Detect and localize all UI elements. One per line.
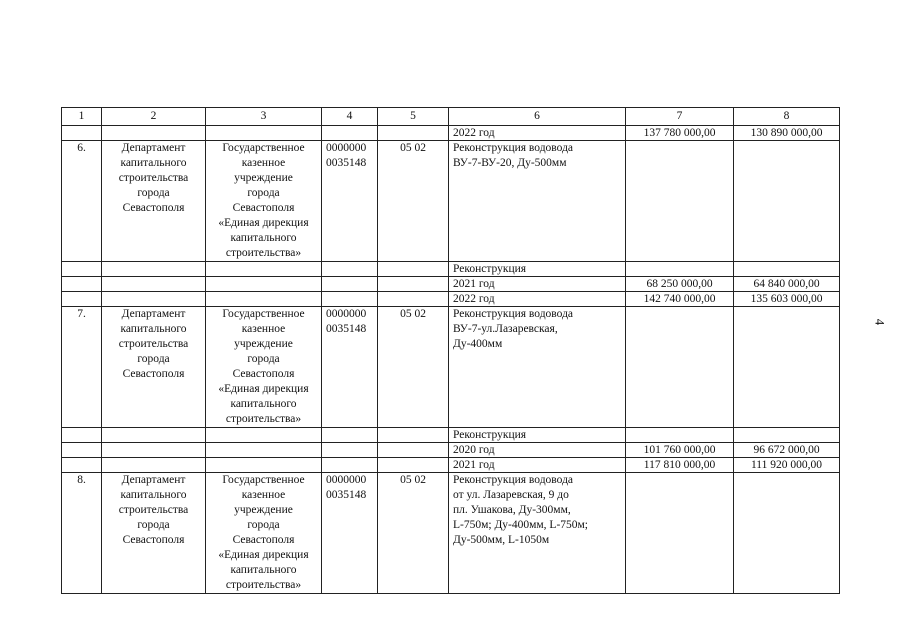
text-line: капитального <box>230 232 297 244</box>
page-number: 4 <box>872 318 888 326</box>
text-line: казенное <box>241 323 286 335</box>
year-cell: 2021 год <box>449 277 626 292</box>
table-row <box>62 473 840 594</box>
stage-cell: Реконструкция <box>449 262 626 277</box>
header-cell: 3 <box>206 108 322 126</box>
text-line: «Единая дирекция <box>218 549 309 561</box>
text-line: города <box>247 187 280 199</box>
amount-cell: 117 810 000,00 <box>626 458 734 473</box>
text-line: Департамент <box>121 308 186 320</box>
department-cell <box>102 307 206 428</box>
text-line: от ул. Лазаревская, 9 до <box>453 489 569 501</box>
department-cell <box>102 141 206 262</box>
text-line: Севастополя <box>232 534 295 546</box>
object-cell <box>449 473 626 594</box>
code-cell <box>322 473 378 594</box>
section-cell: 05 02 <box>378 141 449 262</box>
text-line: учреждение <box>234 504 293 516</box>
text-line: 0000000 <box>326 308 367 320</box>
table-row <box>62 126 840 141</box>
header-cell: 7 <box>626 108 734 126</box>
text-line: Реконструкция водовода <box>453 474 574 486</box>
code-cell <box>322 307 378 428</box>
text-line: «Единая дирекция <box>218 217 309 229</box>
header-cell: 1 <box>62 108 102 126</box>
text-line: Севастополя <box>122 534 185 546</box>
section-cell: 05 02 <box>378 307 449 428</box>
year-cell: 2022 год <box>449 292 626 307</box>
amount-cell: 142 740 000,00 <box>626 292 734 307</box>
entry-number: 8. <box>62 473 102 594</box>
year-cell: 2021 год <box>449 458 626 473</box>
object-cell <box>449 307 626 428</box>
text-line: Севастополя <box>232 202 295 214</box>
text-line: строительства» <box>225 247 302 259</box>
text-line: Государственное <box>222 142 305 154</box>
text-line: города <box>137 519 170 531</box>
amount-cell: 68 250 000,00 <box>626 277 734 292</box>
stage-cell: Реконструкция <box>449 428 626 443</box>
code-cell <box>322 141 378 262</box>
text-line: казенное <box>241 157 286 169</box>
amount-cell: 137 780 000,00 <box>626 126 734 141</box>
text-line: Севастополя <box>232 368 295 380</box>
text-line: строительства» <box>225 413 302 425</box>
text-line: строительства <box>118 172 189 184</box>
section-cell: 05 02 <box>378 473 449 594</box>
text-line: учреждение <box>234 338 293 350</box>
table-row <box>62 307 840 428</box>
amount-cell: 111 920 000,00 <box>734 458 840 473</box>
amount-cell: 135 603 000,00 <box>734 292 840 307</box>
text-line: L-750м; Ду-400мм, L-750м; <box>453 519 589 531</box>
text-line: «Единая дирекция <box>218 383 309 395</box>
text-line: города <box>137 353 170 365</box>
text-line: города <box>247 353 280 365</box>
table-row <box>62 292 840 307</box>
entry-number: 7. <box>62 307 102 428</box>
table-row <box>62 262 840 277</box>
table-row <box>62 428 840 443</box>
header-cell: 5 <box>378 108 449 126</box>
header-row <box>62 108 840 126</box>
institution-cell <box>206 141 322 262</box>
text-line: капитального <box>230 564 297 576</box>
text-line: Севастополя <box>122 202 185 214</box>
text-line: ВУ-7-ВУ-20, Ду-500мм <box>453 157 567 169</box>
text-line: Государственное <box>222 474 305 486</box>
header-cell: 4 <box>322 108 378 126</box>
text-line: казенное <box>241 489 286 501</box>
text-line: Департамент <box>121 142 186 154</box>
text-line: строительства <box>118 504 189 516</box>
text-line: строительства <box>118 338 189 350</box>
object-cell <box>449 141 626 262</box>
text-line: города <box>137 187 170 199</box>
budget-table <box>61 107 840 594</box>
text-line: 0035148 <box>326 323 367 335</box>
header-cell: 8 <box>734 108 840 126</box>
text-line: Ду-500мм, L-1050м <box>453 534 550 546</box>
text-line: Департамент <box>121 474 186 486</box>
text-line: 0000000 <box>326 474 367 486</box>
text-line: капитального <box>120 323 187 335</box>
year-cell: 2022 год <box>449 126 626 141</box>
text-line: Государственное <box>222 308 305 320</box>
text-line: Ду-400мм <box>453 338 503 350</box>
header-cell: 2 <box>102 108 206 126</box>
amount-cell: 96 672 000,00 <box>734 443 840 458</box>
header-cell: 6 <box>449 108 626 126</box>
table-row <box>62 458 840 473</box>
text-line: строительства» <box>225 579 302 591</box>
year-cell: 2020 год <box>449 443 626 458</box>
amount-cell: 64 840 000,00 <box>734 277 840 292</box>
entry-number: 6. <box>62 141 102 262</box>
table-row <box>62 141 840 262</box>
text-line: города <box>247 519 280 531</box>
table-row <box>62 277 840 292</box>
text-line: учреждение <box>234 172 293 184</box>
text-line: пл. Ушакова, Ду-300мм, <box>453 504 571 516</box>
institution-cell <box>206 473 322 594</box>
institution-cell <box>206 307 322 428</box>
text-line: 0000000 <box>326 142 367 154</box>
text-line: капитального <box>120 157 187 169</box>
amount-cell: 130 890 000,00 <box>734 126 840 141</box>
table-row <box>62 443 840 458</box>
text-line: капитального <box>120 489 187 501</box>
text-line: 0035148 <box>326 157 367 169</box>
amount-cell: 101 760 000,00 <box>626 443 734 458</box>
text-line: ВУ-7-ул.Лазаревская, <box>453 323 558 335</box>
text-line: Реконструкция водовода <box>453 142 574 154</box>
text-line: 0035148 <box>326 489 367 501</box>
department-cell <box>102 473 206 594</box>
text-line: Реконструкция водовода <box>453 308 574 320</box>
text-line: капитального <box>230 398 297 410</box>
text-line: Севастополя <box>122 368 185 380</box>
